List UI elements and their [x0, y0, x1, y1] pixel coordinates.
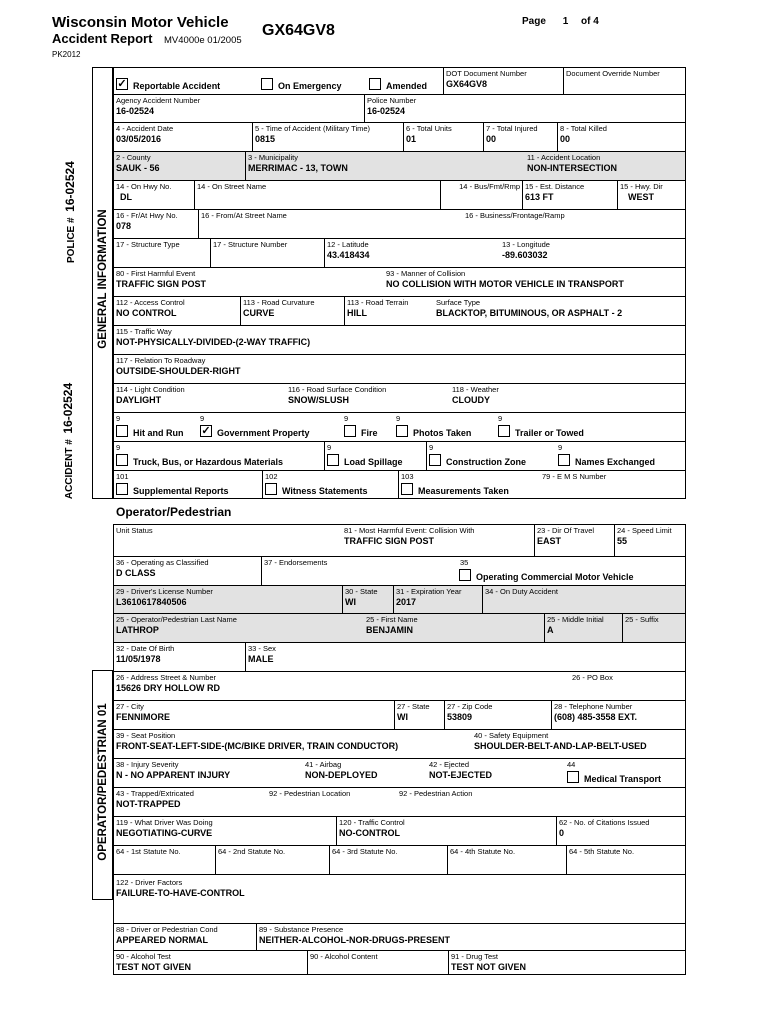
surface-type: BLACKTOP, BITUMINOUS, OR ASPHALT - 2 — [436, 308, 623, 318]
telephone-number: (608) 485-3558 EXT. — [554, 712, 638, 722]
fire-checkbox[interactable] — [344, 425, 356, 437]
commercial-vehicle-checkbox[interactable] — [459, 569, 471, 581]
check-mark-icon[interactable]: ✓ — [201, 424, 211, 437]
accident-location: NON-INTERSECTION — [527, 163, 617, 173]
what-driver-was-doing: NEGOTIATING-CURVE — [116, 828, 213, 838]
est-distance: 613 FT — [525, 192, 554, 202]
middle-initial: A — [547, 625, 554, 635]
accident-time: 0815 — [255, 134, 276, 144]
operator-section-title: Operator/Pedestrian — [116, 505, 232, 519]
state: WI — [397, 712, 408, 722]
operating-class: D CLASS — [116, 568, 156, 578]
hwy-direction: WEST — [628, 192, 654, 202]
page-label: Page — [522, 16, 546, 27]
safety-equipment: SHOULDER-BELT-AND-LAP-BELT-USED — [474, 741, 647, 751]
expiration-year: 2017 — [396, 597, 417, 607]
access-control: NO CONTROL — [116, 308, 177, 318]
page-number: 1 — [562, 16, 569, 27]
seat-position: FRONT-SEAT-LEFT-SIDE-(MC/BIKE DRIVER, TRAIN CONDUCTOR) — [116, 741, 399, 751]
truck-hazmat-checkbox[interactable] — [116, 454, 128, 466]
municipality: MERRIMAC - 13, TOWN — [248, 163, 348, 173]
agency-accident-number: 16-02524 — [116, 106, 155, 116]
first-name: BENJAMIN — [366, 625, 414, 635]
accident-number-side: ACCIDENT # 16-02524 — [61, 382, 75, 500]
on-emergency-checkbox[interactable] — [261, 78, 273, 90]
relation-to-roadway: OUTSIDE-SHOULDER-RIGHT — [116, 366, 241, 376]
names-exchanged-checkbox[interactable] — [558, 454, 570, 466]
driver-factors: FAILURE-TO-HAVE-CONTROL — [116, 888, 245, 898]
accident-date: 03/05/2016 — [116, 134, 162, 144]
check-mark-icon[interactable]: ✓ — [117, 77, 127, 90]
trailer-towed-checkbox[interactable] — [498, 425, 510, 437]
operator-section: Unit Status 81 - Most Harmful Event: Collision With TRAFFIC SIGN POST 23 - Dir Of Travel EAST 24 - Speed Limit 55 36 - Operating as Classified D CLASS 37 - Endorsements 35 Operating Commercial Motor Vehicle 29 - Driver's License Number L3610617840506 30 - State WI 31 - Expiration Year 2017 34 - On Duty Accident 25 - Operator/Pedestrian Last Name LATHROP 25 - First Name BENJAMIN 25 - Middle Initial A 25 - Suffix 32 - Date Of Birth 11/05/1978 33 - Sex MALE 26 - Address Street & Number 15626 DRY HOLLOW RD 26 - PO Box 27 - City FENNIMORE 27 - State WI 27 - Zip Code 53809 28 - Telephone Number (608) 485-3558 EXT. 39 - Seat Position FRONT-SEAT-LEFT-SIDE-(MC/BIKE DRIVER, TRAIN CONDUCTOR) 40 - Safety Equipment SHOULDER-BELT-AND-LAP-BELT-USED 38 - Injury Severity N - NO APPARENT INJURY 41 - Airbag NON-DEPLOYED 42 - Ejected NOT-EJECTED 44 Medical Transport 43 - Trapped/Extricated NOT-TRAPPED 92 - Pedestrian Location 92 - Pedestrian Action 119 - What Driver Was Doing NEGOTIATING-CURVE 120 - Traffic Control NO-CONTROL 62 - No. of Citations Issued 0 64 - 1st Statute No. 64 - 2nd Statute No. 64 - 3rd Statute No. 64 - 4th Statute No. 64 - 5th Statute No. 122 - Driver Factors FAILURE-TO-HAVE-CONTROL 88 - Driver or Pedestrian Cond APPEARED NORMAL 89 - Substance Presence NEITHER-ALCOHOL-NOR-DRUGS-PRESENT 90 - Alcohol Test TEST NOT GIVEN 90 - Alcohol Content 91 - Drug Test TEST NOT GIVEN — [113, 524, 686, 975]
police-number: 16-02524 — [367, 106, 406, 116]
pk-code: PK2012 — [52, 50, 81, 59]
manner-of-collision: NO COLLISION WITH MOTOR VEHICLE IN TRANSPORT — [386, 279, 624, 289]
statute-3-label: 64 - 3rd Statute No. — [332, 847, 398, 856]
light-condition: DAYLIGHT — [116, 395, 162, 405]
statute-2-label: 64 - 2nd Statute No. — [218, 847, 286, 856]
trapped-extricated: NOT-TRAPPED — [116, 799, 181, 809]
latitude: 43.418434 — [327, 250, 370, 260]
measurements-taken-checkbox[interactable] — [401, 483, 413, 495]
construction-zone-checkbox[interactable] — [429, 454, 441, 466]
police-number-side: POLICE # 16-02524 — [63, 161, 77, 263]
government-property-label: Government Property — [217, 428, 310, 438]
sex: MALE — [248, 654, 274, 664]
witness-statements-checkbox[interactable] — [265, 483, 277, 495]
date-of-birth: 11/05/1978 — [116, 654, 161, 664]
ems-number-label: 79 - E M S Number — [542, 472, 607, 481]
statute-5-label: 64 - 5th Statute No. — [569, 847, 635, 856]
form-subtitle: Accident Report — [52, 31, 153, 46]
load-spillage-checkbox[interactable] — [327, 454, 339, 466]
general-info-sidebar: GENERAL INFORMATION — [92, 67, 113, 499]
road-curvature: CURVE — [243, 308, 275, 318]
supplemental-reports-checkbox[interactable] — [116, 483, 128, 495]
city: FENNIMORE — [116, 712, 170, 722]
reportable-accident-checkbox-label: Reportable Accident — [133, 81, 221, 91]
operator-sidebar: OPERATOR/PEDESTRIAN 01 — [92, 670, 113, 900]
form-title: Wisconsin Motor Vehicle — [52, 14, 229, 31]
total-injured: 00 — [486, 134, 497, 144]
longitude: -89.603032 — [502, 250, 548, 260]
hit-and-run-checkbox[interactable] — [116, 425, 128, 437]
citations-issued: 0 — [559, 828, 565, 838]
statute-4-label: 64 - 4th Statute No. — [450, 847, 516, 856]
from-hwy-number: 078 — [116, 221, 132, 231]
license-state: WI — [345, 597, 356, 607]
total-killed: 00 — [560, 134, 571, 144]
on-hwy-number: DL — [120, 192, 132, 202]
statute-1-label: 64 - 1st Statute No. — [116, 847, 181, 856]
alcohol-test: TEST NOT GIVEN — [116, 962, 192, 972]
dot-document-number: GX64GV8 — [446, 79, 488, 89]
street-address: 15626 DRY HOLLOW RD — [116, 683, 221, 693]
driver-condition: APPEARED NORMAL — [116, 935, 209, 945]
weather: CLOUDY — [452, 395, 490, 405]
road-terrain: HILL — [347, 308, 367, 318]
injury-severity: N - NO APPARENT INJURY — [116, 770, 231, 780]
form-number: MV4000e 01/2005 — [164, 35, 242, 46]
zip-code: 53809 — [447, 712, 473, 722]
general-info-section: ✓ Reportable Accident On Emergency Amended DOT Document Number GX64GV8 Document Override Number Agency Accident Number 16-02524 Police Number 16-02524 4 - Accident Date 03/05/2016 5 - Time of Accident (Military Time) 0815 6 - Total Units 01 7 - Total Injured 00 8 - Total Killed 00 2 - County SAUK - 56 3 - Municipality MERRIMAC - 13, TOWN 11 - Accident Location NON-INTERSECTION 14 - On Hwy No. DL 14 - On Street Name 14 - Bus/Fmt/Rmp 15 - Est. Distance 613 FT 15 - Hwy. Dir WEST 16 - Fr/At Hwy No. 078 16 - From/At Street Name 16 - Business/Frontage/Ramp 17 - Structure Type 17 - Structure Number 12 - Latitude 43.418434 13 - Longitude -89.603032 80 - First Harmful Event TRAFFIC SIGN POST 93 - Manner of Collision NO COLLISION WITH MOTOR VEHICLE IN TRANSPORT 112 - Access Control NO CONTROL 113 - Road Curvature CURVE 113 - Road Terrain HILL Surface Type BLACKTOP, BITUMINOUS, OR ASPHALT - 2 115 - Traffic Way NOT-PHYSICALLY-DIVIDED-(2-WAY TRAFFIC) 117 - Relation To Roadway OUTSIDE-SHOULDER-RIGHT 114 - Light Condition DAYLIGHT 116 - Road Surface Condition SNOW/SLUSH 118 - Weather CLOUDY 9 Hit and Run 9 ✓ Government Property 9 Fire 9 Photos Taken 9 Trailer or Towed 9 Truck, Bus, or Hazardous Materials 9 Load Spillage 9 Construction Zone 9 Names Exchanged 101 Supplemental Reports 102 Witness Statements 103 Measurements Taken 79 - E M S Number — [113, 67, 686, 499]
speed-limit: 55 — [617, 536, 628, 546]
county: SAUK - 56 — [116, 163, 160, 173]
substance-presence: NEITHER-ALCOHOL-NOR-DRUGS-PRESENT — [259, 935, 450, 945]
page-indicator — [522, 16, 599, 27]
first-harmful-event: TRAFFIC SIGN POST — [116, 279, 206, 289]
drug-test: TEST NOT GIVEN — [451, 962, 527, 972]
medical-transport-checkbox[interactable] — [567, 771, 579, 783]
amended-checkbox[interactable] — [369, 78, 381, 90]
road-surface-condition: SNOW/SLUSH — [288, 395, 350, 405]
page-total: of 4 — [581, 16, 599, 27]
last-name: LATHROP — [116, 625, 159, 635]
direction-of-travel: EAST — [537, 536, 562, 546]
traffic-way: NOT-PHYSICALLY-DIVIDED-(2-WAY TRAFFIC) — [116, 337, 311, 347]
drivers-license-number: L3610617840506 — [116, 597, 187, 607]
airbag: NON-DEPLOYED — [305, 770, 378, 780]
most-harmful-event: TRAFFIC SIGN POST — [344, 536, 434, 546]
document-code: GX64GV8 — [262, 22, 335, 39]
traffic-control: NO-CONTROL — [339, 828, 400, 838]
photos-taken-checkbox[interactable] — [396, 425, 408, 437]
total-units: 01 — [406, 134, 417, 144]
ejected: NOT-EJECTED — [429, 770, 493, 780]
